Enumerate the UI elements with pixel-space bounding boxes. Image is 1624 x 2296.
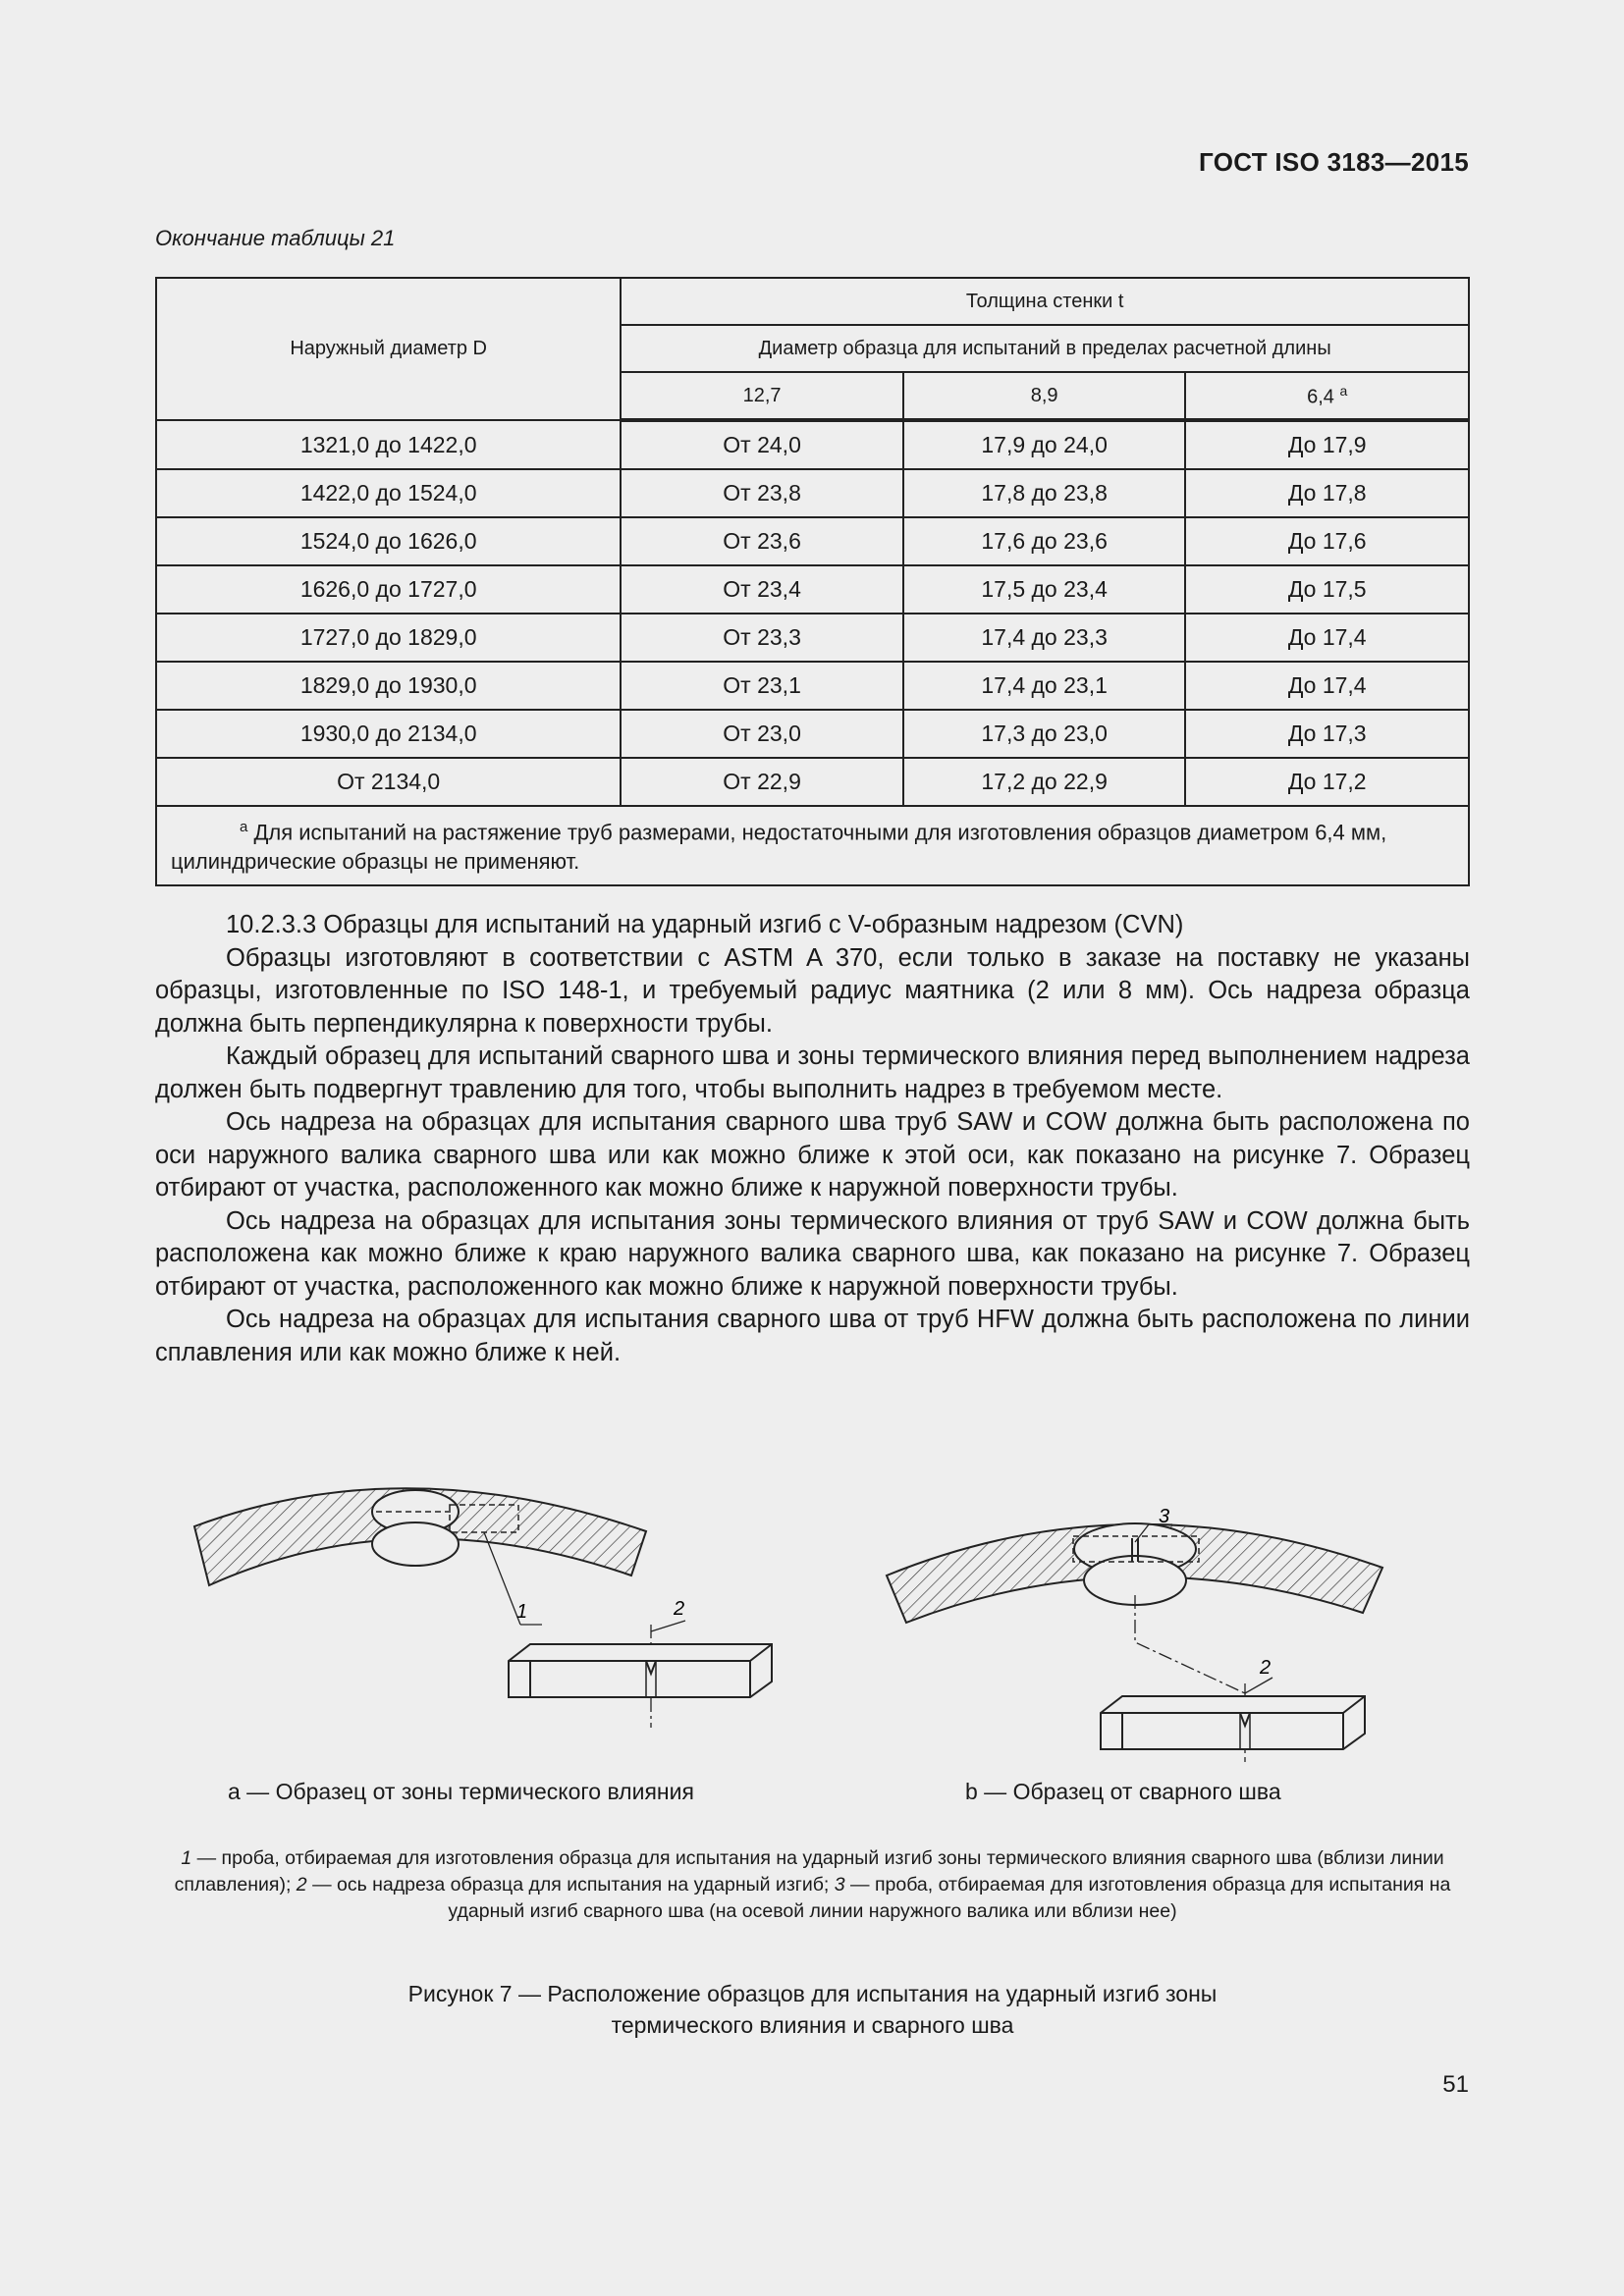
table-cell: 1626,0 до 1727,0 [156,565,621,614]
diameter-table [155,277,1470,886]
caption-b: b — Образец от сварного шва [965,1779,1281,1804]
legend-text: — проба, отбираемая для изготовления образца для испытания на ударный изгиб сварного шва (на осевой линии наружного валика или вблизи нее) [448,1874,1451,1922]
figure-title [155,1978,1470,2041]
footnote-text: Для испытаний на растяжение труб размерами, недостаточными для изготовления образцов диаметром 6,4 мм, цилиндрические образцы не применяют. [171,820,1387,875]
wall-thickness-header-text: Толщина стенки t [965,290,1124,312]
table-cell: От 23,4 [621,565,903,614]
label-2a: 2 [674,1598,685,1620]
table-cell: 17,8 до 23,8 [903,469,1186,517]
leader-line-2b [1245,1678,1272,1693]
legend-num: 2 [296,1874,307,1896]
thickness-col-2: 8,9 [903,372,1186,420]
drawing-a [194,1488,772,1728]
table-row [156,614,1469,662]
legend-text: — ось надреза образца для испытания на ударный изгиб; [306,1874,835,1896]
table-caption: Окончание таблицы 21 [155,226,396,250]
table-cell: 17,3 до 23,0 [903,710,1186,758]
figure-drawing [155,1487,1470,1801]
table-cell: До 17,2 [1185,758,1469,806]
document-id: ГОСТ ISO 3183—2015 [1199,147,1469,177]
caption-a: а — Образец от зоны термического влияния [228,1779,694,1804]
specimen-diameter-header [621,325,1469,372]
paragraph: Ось надреза на образцах для испытания сварного шва от труб HFW должна быть расположена по линии сплавления или как можно ближе к ней. [155,1306,1470,1366]
specimen-bar-b [1101,1696,1365,1749]
thickness-col-3 [1185,372,1469,420]
paragraph: Ось надреза на образцах для испытания зоны термического влияния от труб SAW и COW должна быть расположена как можно ближе к краю наружного валика сварного шва, как показано на рисунке 7. Образец отбирают от участка, расположенного как можно ближе к наружной поверхности трубы. [155,1206,1470,1301]
table-cell: До 17,4 [1185,614,1469,662]
table-cell: 17,4 до 23,3 [903,614,1186,662]
table-cell: До 17,8 [1185,469,1469,517]
table-cell: До 17,9 [1185,420,1469,469]
label-2b: 2 [1260,1657,1272,1679]
table-cell: До 17,6 [1185,517,1469,565]
table-cell: 17,4 до 23,1 [903,662,1186,710]
table-cell: До 17,3 [1185,710,1469,758]
table-body [156,420,1469,806]
table-cell: От 2134,0 [156,758,621,806]
table-cell: От 23,6 [621,517,903,565]
table-cell: От 23,1 [621,662,903,710]
table-row [156,710,1469,758]
table-cell: 1727,0 до 1829,0 [156,614,621,662]
table-row [156,758,1469,806]
notch-axis-b [1135,1595,1245,1693]
wall-thickness-header [621,278,1469,325]
table-footnote [156,806,1469,885]
table-cell: От 23,0 [621,710,903,758]
figure-7 [155,1487,1470,1801]
legend-num: 1 [181,1847,192,1869]
table-cell: От 22,9 [621,758,903,806]
page-number: 51 [1442,2071,1469,2098]
specimen-diameter-header-text: Диаметр образца для испытаний в пределах расчетной длины [758,337,1331,359]
paragraph: Ось надреза на образцах для испытания сварного шва труб SAW и COW должна быть расположена по оси наружного валика сварного шва или как можно ближе к этой оси, как показано на рисунке 7. Образец отбирают от участка, расположенного как можно ближе к наружной поверхности трубы. [155,1108,1470,1201]
legend-num: 3 [834,1874,845,1896]
paragraph: Образцы изготовляют в соответствии с ASTM A 370, если только в заказе на поставку не указаны образцы, изготовленные по ISO 148-1, и требуемый радиус маятника (2 или 8 мм). Ось надреза образца должна быть перпендикулярна к поверхности трубы. [155,943,1470,1038]
table-cell: 1930,0 до 2134,0 [156,710,621,758]
table-row [156,662,1469,710]
drawing-b [887,1506,1382,1762]
figure-title-line-2: термического влияния и сварного шва [611,2012,1014,2038]
table-cell: 1321,0 до 1422,0 [156,420,621,469]
table-cell: От 23,8 [621,469,903,517]
table-cell: 17,6 до 23,6 [903,517,1186,565]
inner-weld-bead-a [372,1522,459,1566]
body-text [155,909,1470,1369]
table-cell: 17,9 до 24,0 [903,420,1186,469]
table-row [156,420,1469,469]
table-cell: 17,2 до 22,9 [903,758,1186,806]
table-cell: От 24,0 [621,420,903,469]
specimen-bar-a [509,1644,772,1697]
figure-legend [155,1845,1470,1925]
legend-text: — проба, отбираемая для изготовления образца для испытания на ударный изгиб зоны термического влияния сварного шва (вблизи линии сплавления); [174,1847,1444,1896]
leader-line-2a [651,1621,685,1631]
table-cell: От 23,3 [621,614,903,662]
table-cell: 17,5 до 23,4 [903,565,1186,614]
label-1: 1 [516,1601,528,1623]
label-3: 3 [1159,1506,1170,1527]
figure-title-line-1: Рисунок 7 — Расположение образцов для испытания на ударный изгиб зоны [407,1981,1218,2006]
table-row [156,517,1469,565]
table-cell: 1422,0 до 1524,0 [156,469,621,517]
table-cell: До 17,5 [1185,565,1469,614]
footnote-mark: a [240,819,248,835]
table-cell: 1524,0 до 1626,0 [156,517,621,565]
table-row [156,469,1469,517]
paragraph: Каждый образец для испытаний сварного шва и зоны термического влияния перед выполнением надреза должен быть подвергнут травлению для того, чтобы выполнить надрез в требуемом месте. [155,1042,1470,1103]
table-row [156,565,1469,614]
section-heading: 10.2.3.3 Образцы для испытаний на ударный изгиб с V-образным надрезом (CVN) [226,911,1184,938]
outer-diameter-header [156,278,621,420]
thickness-col-1: 12,7 [621,372,903,420]
thickness-col-3-text: 6,4 [1307,386,1334,408]
outer-diameter-header-text: Наружный диаметр D [290,338,487,359]
table-cell: 1829,0 до 1930,0 [156,662,621,710]
footnote-marker: a [1339,382,1348,399]
table-cell: До 17,4 [1185,662,1469,710]
